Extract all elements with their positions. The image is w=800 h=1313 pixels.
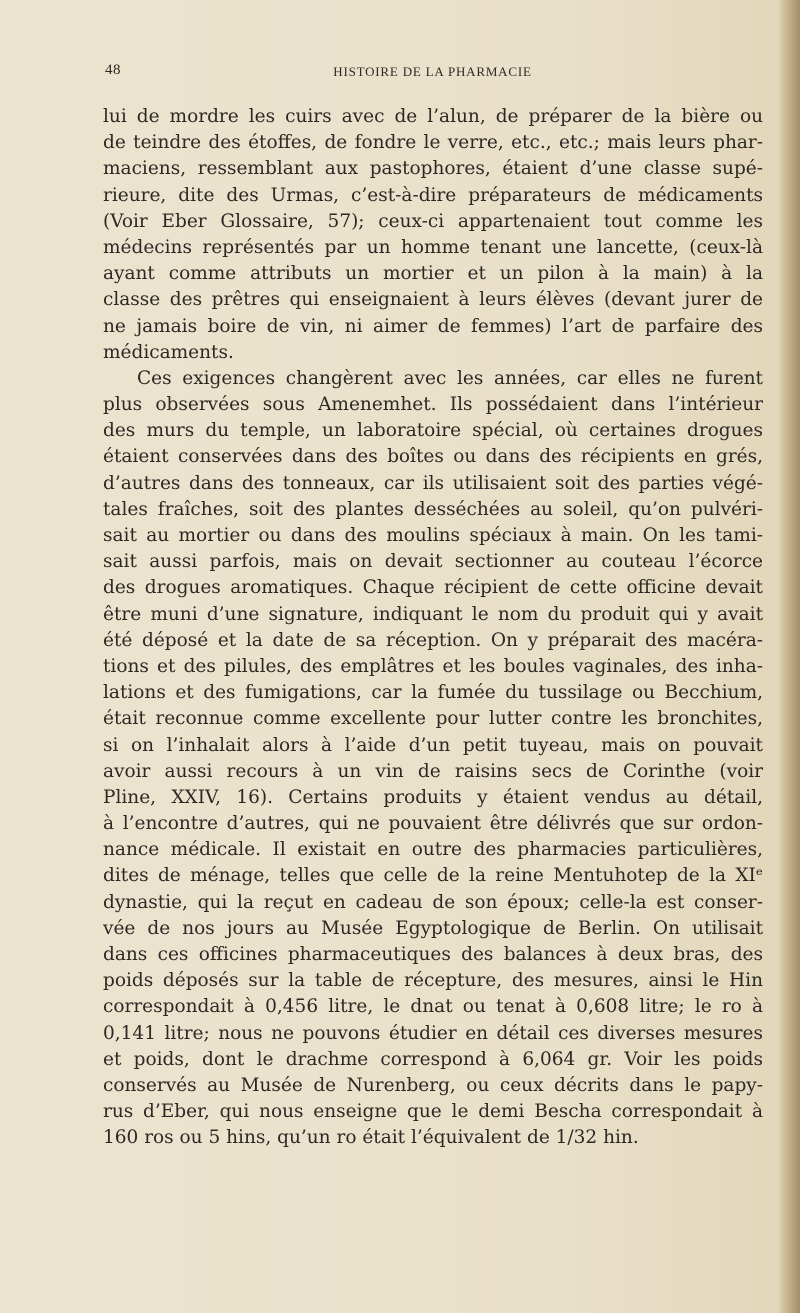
text-line: sait aussi parfois, mais on devait sectionner au couteau l’écorce (103, 551, 763, 573)
text-line: ayant comme attributs un mortier et un pilon à la main) à la (103, 263, 763, 285)
text-line: sait au mortier ou dans des moulins spéciaux à main. On les tami- (103, 525, 763, 546)
text-line: rus d’Eber, qui nous enseigne que le demi Bescha correspondait à (103, 1101, 763, 1123)
text-line: tales fraîches, soit des plantes desséchées au soleil, qu’on pulvéri- (103, 498, 763, 520)
text-line: (Voir Eber Glossaire, 57); ceux-ci appartenaient tout comme les (103, 210, 763, 232)
running-head (105, 62, 760, 84)
text-line: nance médicale. Il existait en outre des pharmacies particulières, (103, 839, 763, 861)
text-line: lations et des fumigations, car la fumée du tussilage ou Becchium, (103, 682, 763, 704)
text-line: dans ces officines pharmaceutiques des balances à deux bras, des (103, 944, 763, 965)
text-line: Pline, XXIV, 16). Certains produits y étaient vendus au détail, (103, 786, 763, 808)
text-line: avoir aussi recours à un vin de raisins secs de Corinthe (voir (103, 760, 763, 782)
text-line: de teindre des étoffes, de fondre le verre, etc., etc.; mais leurs phar- (103, 132, 763, 154)
text-line: Ces exigences changèrent avec les années, car elles ne furent (137, 367, 763, 389)
text-line: être muni d’une signature, indiquant le nom du produit qui y avait (103, 603, 763, 625)
text-line: dynastie, qui la reçut en cadeau de son époux; celle-la est conser- (103, 891, 763, 913)
text-line: lui de mordre les cuirs avec de l’alun, de préparer de la bière ou (103, 106, 763, 127)
body-text (103, 104, 763, 1152)
text-line: d’autres dans des tonneaux, car ils utilisaient soit des parties végé- (103, 472, 763, 494)
running-title: HISTOIRE DE LA PHARMACIE (333, 64, 532, 79)
text-line: plus observées sous Amenemhet. Ils possédaient dans l’intérieur (103, 394, 763, 416)
text-line: des drogues aromatiques. Chaque récipient de cette officine devait (103, 577, 763, 599)
text-line: et poids, dont le drachme correspond à 6,064 gr. Voir les poids (103, 1048, 763, 1070)
text-line: été déposé et la date de sa réception. On y préparait des macéra- (103, 629, 763, 651)
text-line: si on l’inhalait alors à l’aide d’un petit tuyeau, mais on pouvait (103, 734, 763, 756)
text-line: médicaments. (103, 341, 234, 363)
text-line: étaient conservées dans des boîtes ou dans des récipients en grés, (103, 446, 763, 468)
text-line: dites de ménage, telles que celle de la reine Mentuhotep de la XIᵉ (103, 865, 763, 887)
text-line: à l’encontre d’autres, qui ne pouvaient être délivrés que sur ordon- (103, 813, 763, 835)
text-line: était reconnue comme excellente pour lutter contre les bronchites, (103, 708, 763, 730)
text-line: correspondait à 0,456 litre, le dnat ou tenat à 0,608 litre; le ro à (103, 996, 763, 1018)
text-line: des murs du temple, un laboratoire spécial, où certaines drogues (103, 420, 763, 442)
text-line: ne jamais boire de vin, ni aimer de femmes) l’art de parfaire des (103, 315, 763, 337)
text-line: 0,141 litre; nous ne pouvons étudier en détail ces diverses mesures (103, 1022, 763, 1044)
text-line: rieure, dite des Urmas, c’est-à-dire préparateurs de médicaments (103, 184, 763, 206)
text-line: 160 ros ou 5 hins, qu’un ro était l’équivalent de 1/32 hin. (103, 1127, 639, 1149)
text-line: maciens, ressemblant aux pastophores, étaient d’une classe supé- (103, 158, 763, 180)
text-line: conservés au Musée de Nurenberg, ou ceux décrits dans le papy- (103, 1074, 763, 1096)
page-number: 48 (105, 62, 121, 78)
text-line: poids déposés sur la table de récepture, des mesures, ainsi le Hin (103, 970, 763, 992)
text-line: tions et des pilules, des emplâtres et les boules vaginales, des inha- (103, 655, 763, 677)
text-line: classe des prêtres qui enseignaient à leurs élèves (devant jurer de (103, 289, 763, 311)
page-edge-shadow (778, 0, 800, 1313)
text-line: médecins représentés par un homme tenant une lancette, (ceux-là (103, 236, 763, 258)
text-line: vée de nos jours au Musée Egyptologique de Berlin. On utilisait (103, 917, 763, 939)
